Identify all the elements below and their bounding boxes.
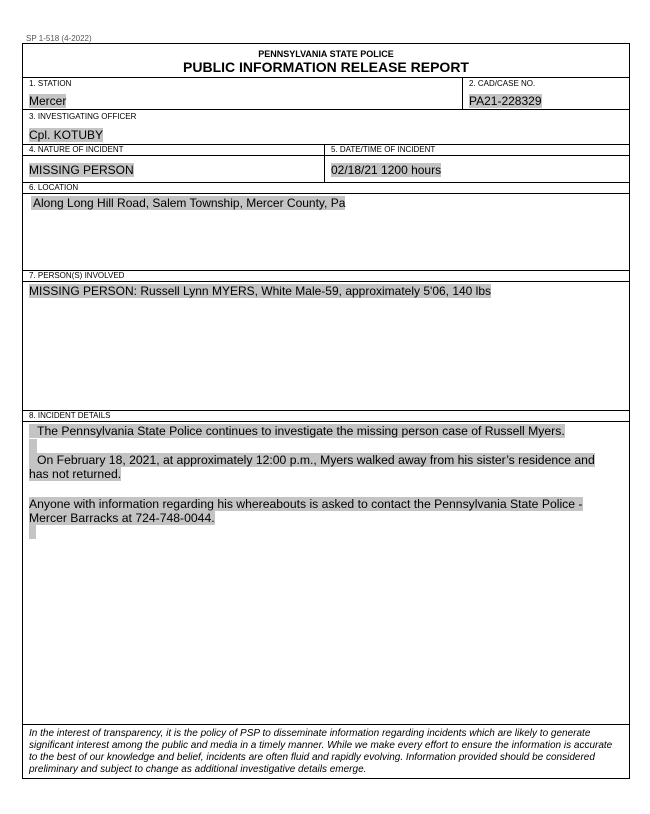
cursor-marker <box>29 525 36 539</box>
blank-line-marker <box>29 439 37 453</box>
officer-value: Cpl. KOTUBY <box>29 128 104 142</box>
datetime-field <box>325 145 629 183</box>
release-report-form <box>22 43 630 779</box>
details-paragraph-1 <box>29 424 565 438</box>
officer-label: 3. INVESTIGATING OFFICER <box>29 112 137 121</box>
cad-case-value: PA21-228329 <box>469 94 542 108</box>
agency-name: PENNSYLVANIA STATE POLICE <box>258 49 394 59</box>
disclaimer-text: In the interest of transparency, it is the policy of PSP to disseminate information regarding incidents which are likely to generate significant interest among the public and media in a timely manner. While we make every effort to ensure the information is accurate to the best of our knowledge and belief, incidents are often fluid and rapidly evolving. Information provided should be considered preliminary and subject to change as additional investigative details emerge. <box>29 728 613 775</box>
cad-case-field <box>463 78 629 110</box>
nature-field <box>23 145 325 183</box>
datetime-label: 5. DATE/TIME OF INCIDENT <box>325 145 629 156</box>
location-field <box>23 183 629 271</box>
report-title: PUBLIC INFORMATION RELEASE REPORT <box>183 59 469 75</box>
report-header <box>23 44 629 78</box>
station-value: Mercer <box>29 94 67 108</box>
cad-case-label: 2. CAD/CASE NO. <box>469 79 536 88</box>
persons-label: 7. PERSON(S) INVOLVED <box>23 271 629 282</box>
details-p2b: has not returned. <box>29 467 122 481</box>
details-p3a: Anyone with information regarding his whereabouts is asked to contact the Pennsylvania State Police - <box>29 497 583 511</box>
location-value: Along Long Hill Road, Salem Township, Mercer County, Pa <box>33 196 346 210</box>
details-p3b: Mercer Barracks at 724-748-0044. <box>29 511 215 525</box>
details-p2a: On February 18, 2021, at approximately 12:00 p.m., Myers walked away from his sister’s residence and <box>29 453 595 467</box>
station-field <box>23 78 463 110</box>
location-label: 6. LOCATION <box>23 183 629 194</box>
form-number: SP 1-518 (4-2022) <box>26 34 92 43</box>
persons-value: MISSING PERSON: Russell Lynn MYERS, White Male-59, approximately 5'06, 140 lbs <box>29 284 492 298</box>
details-paragraph-3 <box>29 497 583 525</box>
persons-field <box>23 271 629 411</box>
details-p1: The Pennsylvania State Police continues to investigate the missing person case of Russell Myers. <box>29 424 565 438</box>
nature-value: MISSING PERSON <box>29 163 134 177</box>
details-label: 8. INCIDENT DETAILS <box>23 411 629 422</box>
details-field <box>23 411 629 725</box>
datetime-value: 02/18/21 1200 hours <box>331 163 442 177</box>
officer-field <box>23 110 629 145</box>
station-label: 1. STATION <box>29 79 72 88</box>
nature-label: 4. NATURE OF INCIDENT <box>23 145 325 156</box>
details-paragraph-2 <box>29 453 595 481</box>
